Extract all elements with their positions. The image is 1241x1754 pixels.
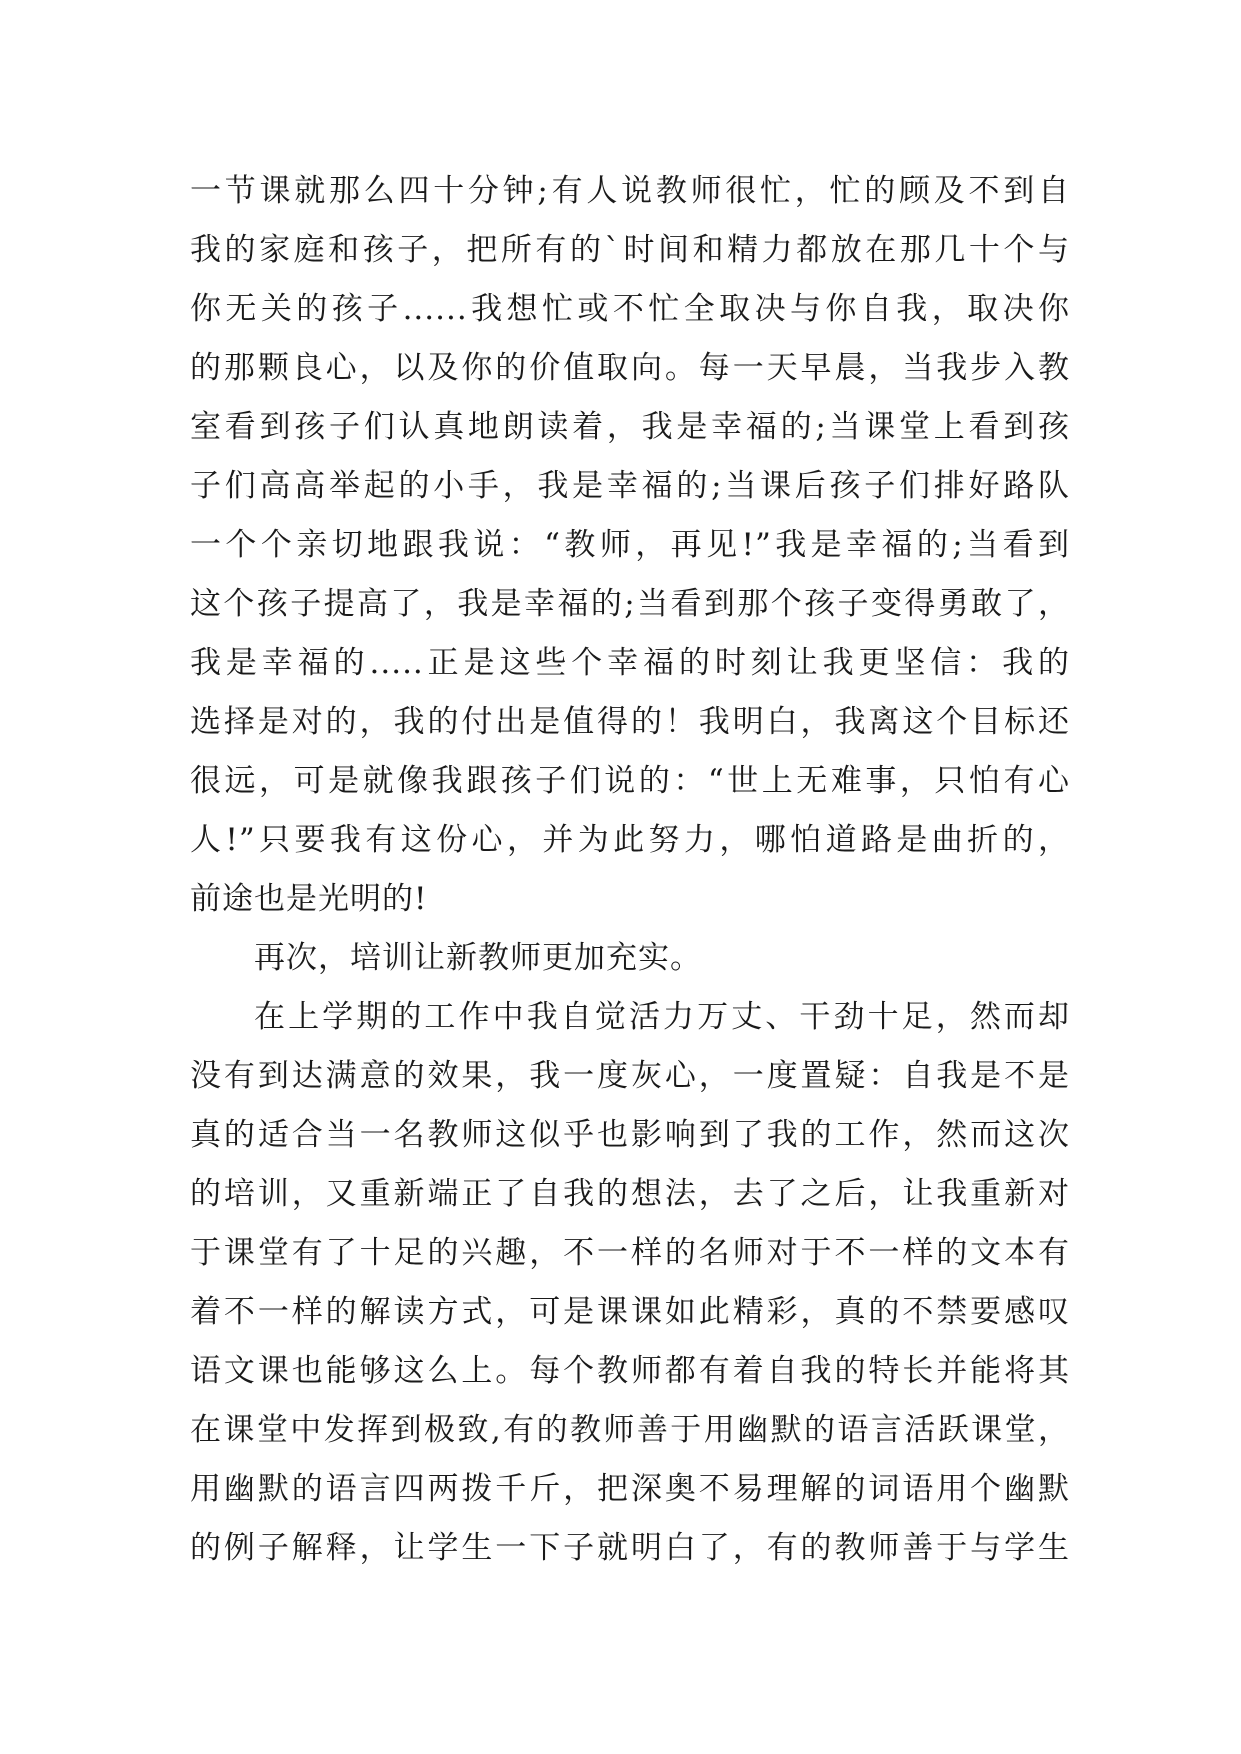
text-line: 着不一样的解读方式，可是课课如此精彩，真的不禁要感叹	[190, 1294, 1070, 1330]
text-line: 的培训，又重新端正了自我的想法，去了之后，让我重新对	[190, 1176, 1070, 1212]
text-line: 在课堂中发挥到极致,有的教师善于用幽默的语言活跃课堂，	[190, 1412, 1070, 1448]
text-line: 的例子解释，让学生一下子就明白了，有的教师善于与学生	[190, 1530, 1070, 1566]
body-text	[190, 162, 1070, 1578]
text-line: 选择是对的，我的付出是值得的！我明白，我离这个目标还	[190, 704, 1070, 740]
text-line: 很远，可是就像我跟孩子们说的：“世上无难事，只怕有心	[190, 763, 1070, 799]
text-line: 你无关的孩子......我想忙或不忙全取决与你自我，取决你	[190, 291, 1070, 327]
text-line: 我的家庭和孩子，把所有的`时间和精力都放在那几十个与	[190, 232, 1070, 268]
text-line: 于课堂有了十足的兴趣，不一样的名师对于不一样的文本有	[190, 1235, 1070, 1271]
text-line: 这个孩子提高了，我是幸福的;当看到那个孩子变得勇敢了，	[190, 586, 1070, 622]
text-line: 子们高高举起的小手，我是幸福的;当课后孩子们排好路队	[190, 468, 1070, 504]
text-line: 真的适合当一名教师这似乎也影响到了我的工作，然而这次	[190, 1117, 1070, 1153]
text-line: 在上学期的工作中我自觉活力万丈、干劲十足，然而却	[254, 999, 1070, 1035]
text-line: 没有到达满意的效果，我一度灰心，一度置疑：自我是不是	[190, 1058, 1070, 1094]
text-line: 我是幸福的.....正是这些个幸福的时刻让我更坚信：我的	[190, 645, 1070, 681]
text-line: 一节课就那么四十分钟;有人说教师很忙，忙的顾及不到自	[190, 173, 1070, 209]
section-heading: 再次，培训让新教师更加充实。	[254, 940, 702, 976]
text-line: 语文课也能够这么上。每个教师都有着自我的特长并能将其	[190, 1353, 1070, 1389]
text-line: 的那颗良心，以及你的价值取向。每一天早晨，当我步入教	[190, 350, 1070, 386]
text-line: 人!”只要我有这份心，并为此努力，哪怕道路是曲折的，	[190, 822, 1070, 858]
text-line: 前途也是光明的!	[190, 881, 428, 917]
text-line: 用幽默的语言四两拨千斤，把深奥不易理解的词语用个幽默	[190, 1471, 1070, 1507]
text-line: 室看到孩子们认真地朗读着，我是幸福的;当课堂上看到孩	[190, 409, 1070, 445]
text-line: 一个个亲切地跟我说：“教师，再见!”我是幸福的;当看到	[190, 527, 1070, 563]
